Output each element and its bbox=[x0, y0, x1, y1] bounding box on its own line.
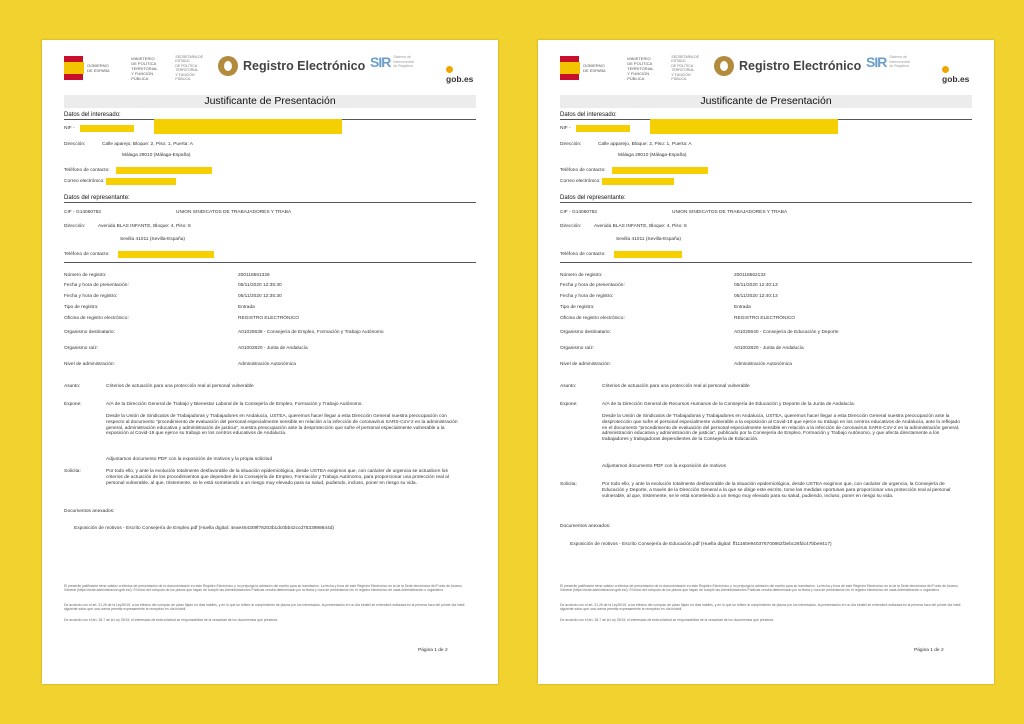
rep-direccion-line2: Sevilla 41011 (Sevilla-España) bbox=[120, 237, 185, 242]
numero-registro-value: 200118562132 bbox=[734, 273, 766, 278]
redaction-telefono bbox=[116, 167, 212, 174]
redaction-rep-telefono bbox=[118, 251, 214, 258]
registro-electronico-logo: Registro Electrónico bbox=[714, 56, 861, 76]
oficina-value: REGISTRO ELECTRÓNICO bbox=[734, 316, 796, 321]
redaction-nif bbox=[80, 125, 134, 132]
solicita-label: Solicita: bbox=[64, 469, 81, 474]
fecha-registro-label: Fecha y hora de registro: bbox=[560, 294, 614, 299]
redaction-correo bbox=[602, 178, 674, 185]
destinatario-value: A01025638 - Consejería de Empleo, Formación y Trabajo Autónomo bbox=[238, 330, 384, 335]
divider bbox=[64, 262, 476, 263]
rep-direccion-label: Dirección: bbox=[560, 224, 582, 229]
rep-direccion-label: Dirección: bbox=[64, 224, 86, 229]
footer-text-2: De acuerdo con el art. 31.2b de la Ley39/15, a los efectos del cómputo de plazo fijado en días hábiles, y en lo que se refiere al cumplimiento de plazos por los interesados, la presentación en un día inhábil se entenderá realizada en la primera hora del primer día hábil siguiente salvo que una norma permita expresamente la recepción en día inhábil. bbox=[560, 603, 961, 612]
solicita-paragraph: Por todo ello, y ante la evolución totalmente desfavorable de la situación epidemiológica, desde USTEA exigimos que, con carácter de urgencia se actualicen los criterios de actuación de los procedimientos que dependen de la Consejería de Empleo, Formación y Trabajo Autónomo, para proporcionar una protección real al personal vulnerable, al que, tristemente, se le está sometiendo a un riesgo muy elevado para su salud, pudiendo, incluso, poner en riesgo su vida. bbox=[106, 469, 449, 486]
oficina-value: REGISTRO ELECTRÓNICO bbox=[238, 316, 300, 321]
section-representante: Datos del representante: bbox=[560, 194, 972, 203]
gob-es-logo: gob.es bbox=[446, 64, 476, 84]
gob-es-logo: gob.es bbox=[942, 64, 972, 84]
destinatario-label: Organismo destinatario: bbox=[560, 330, 611, 335]
rep-telefono-label: Teléfono de contacto: bbox=[560, 252, 606, 257]
direccion-label: Dirección: bbox=[560, 142, 582, 147]
footer-text-1: El presente justificante tiene validez a efectos de presentación de la documentación en este Registro Electrónico y no prejuzga la admisión del escrito para su tramitación. La fecha y hora de este Registro Electrónico es la de la Sede electrónica del Punto de Acceso General (https://sede.administracion.gob.es/). El inicio del cómputo de los plazos que hayan de cumplir las Administraciones Públicas vendrá determinado por la fecha y hora de presentación en el registro electrónico de cada Administración u organismo. bbox=[560, 584, 958, 593]
gob-dot-icon bbox=[446, 66, 453, 73]
section-interesado: Datos del interesado: bbox=[64, 111, 476, 120]
expone-paragraph: Desde la Unión de Sindicatos de Trabajadoras y Trabajadores en Andalucía, USTEA, queremos hacer llegar a esta Dirección General nuestra preocupación con respecto al documento "procedimiento de evaluación del personal especialmente sensible en relación a la infección de coronavirus SARS-CoV-2 en la administración general, administración educativa y administración de justicia", nuestra preocupación ante la desprotección que sufre el personal especialmente vulnerable a la exposición al Covid-19 que ejerce su trabajo en los centros educativos de Andalucía. bbox=[106, 414, 458, 437]
nivel-value: Administración Autonómica bbox=[734, 362, 792, 367]
expone-adjunto: Adjuntamos documento PDF con la exposición de motivos bbox=[602, 464, 726, 469]
section-interesado: Datos del interesado: bbox=[560, 111, 972, 120]
tipo-registro-label: Tipo de registro: bbox=[560, 305, 595, 310]
header-logos bbox=[560, 52, 972, 86]
header-logos bbox=[64, 52, 476, 86]
nivel-value: Administración Autonómica bbox=[238, 362, 296, 367]
expone-label: Expone: bbox=[64, 402, 82, 407]
expone-line: A/A de la Dirección General de Trabajo y Bienestar Laboral de la Consejería de Empleo, Formación y Trabajo Autónomo. bbox=[106, 402, 363, 407]
correo-label: Correo electrónico: bbox=[64, 179, 105, 184]
raiz-label: Organismo raíz: bbox=[560, 346, 595, 351]
telefono-label: Teléfono de contacto: bbox=[560, 168, 606, 173]
asunto-value: Criterios de actuación para una protección real al personal vulnerable bbox=[602, 384, 750, 389]
oficina-label: Oficina de registro electrónico: bbox=[560, 316, 625, 321]
direccion-line2: Málaga 29010 (Málaga-España) bbox=[618, 153, 687, 158]
redaction-name bbox=[650, 119, 838, 134]
numero-registro-label: Número de registro: bbox=[560, 273, 603, 278]
footer-text-3: De acuerdo con el Art. 28.7 de la Ley 39/15, el interesado de esta solicitud se responsabiliza de la veracidad de los documentos que presenta. bbox=[560, 618, 774, 622]
fecha-presentacion-value: 05/11/2020 12:35:30 bbox=[238, 283, 282, 288]
page-number: Página 1 de 2 bbox=[914, 648, 944, 653]
documentos-label: Documentos anexados: bbox=[560, 524, 611, 529]
footer-text-2: De acuerdo con el art. 31.2b de la Ley39/15, a los efectos del cómputo de plazo fijado en días hábiles, y en lo que se refiere al cumplimiento de plazos por los interesados, la presentación en un día inhábil se entenderá realizada en la primera hora del primer día hábil siguiente salvo que una norma permita expresamente la recepción en día inhábil. bbox=[64, 603, 465, 612]
sir-logo: SIR Sistema de Interconexión de Registros bbox=[370, 54, 415, 70]
representante-nombre: UNION SINDICATOS DE TRABAJADORES Y TRABA bbox=[176, 210, 292, 215]
redaction-telefono bbox=[612, 167, 708, 174]
destinatario-label: Organismo destinatario: bbox=[64, 330, 115, 335]
numero-registro-label: Número de registro: bbox=[64, 273, 107, 278]
destinatario-value: A01025640 - Consejería de Educación y Deporte bbox=[734, 330, 839, 335]
redaction-correo bbox=[106, 178, 176, 185]
divider bbox=[560, 262, 972, 263]
nif-label: NIF - bbox=[560, 126, 571, 131]
spain-coat-of-arms-icon bbox=[560, 56, 579, 80]
document-page-right bbox=[538, 40, 994, 684]
documentos-label: Documentos anexados: bbox=[64, 509, 115, 514]
document-page-left bbox=[42, 40, 498, 684]
direccion-line2: Málaga 29010 (Málaga-España) bbox=[122, 153, 191, 158]
registro-electronico-logo: Registro Electrónico bbox=[218, 56, 365, 76]
tipo-registro-label: Tipo de registro: bbox=[64, 305, 99, 310]
cif-value: CIF - G14060782 bbox=[560, 210, 598, 215]
telefono-label: Teléfono de contacto: bbox=[64, 168, 110, 173]
gobierno-logo: GOBIERNO DE ESPAÑA MINISTERIO DE POLÍTICA TERRITORIAL Y FUNCIÓN PÚBLICA SECRETARÍA DE ESTADO DE POLÍTICA TERRITORIAL Y FUNCIÓN PÚBLICA bbox=[560, 52, 700, 84]
fecha-presentacion-label: Fecha y hora de presentación: bbox=[560, 283, 625, 288]
representante-nombre: UNION SINDICATOS DE TRABAJADORES Y TRABA bbox=[672, 210, 788, 215]
gobierno-logo: GOBIERNO DE ESPAÑA MINISTERIO DE POLÍTICA TERRITORIAL Y FUNCIÓN PÚBLICA SECRETARÍA DE ESTADO DE POLÍTICA TERRITORIAL Y FUNCIÓN PÚBLICA bbox=[64, 52, 204, 84]
rep-direccion-line1: Avenida BLAS INFANTE, Bloque: 4, Piso: 8 bbox=[98, 224, 191, 229]
tipo-registro-value: Entrada bbox=[734, 305, 751, 310]
direccion-line1: Calle apparejo, Bloque: 2, Piso: 1, Puerta: A bbox=[598, 142, 692, 147]
raiz-value: A01002820 - Junta de Andalucía bbox=[734, 346, 804, 351]
tipo-registro-value: Entrada bbox=[238, 305, 255, 310]
registro-icon bbox=[714, 56, 734, 76]
redaction-rep-telefono bbox=[614, 251, 682, 258]
registro-icon bbox=[218, 56, 238, 76]
footer-text-1: El presente justificante tiene validez a efectos de presentación de la documentación en este Registro Electrónico y no prejuzga la admisión del escrito para su tramitación. La fecha y hora de este Registro Electrónico es la de la Sede electrónica del Punto de Acceso General (https://sede.administracion.gob.es/). El inicio del cómputo de los plazos que hayan de cumplir las Administraciones Públicas vendrá determinado por la fecha y hora de presentación en el registro electrónico de cada Administración u organismo. bbox=[64, 584, 462, 593]
expone-paragraph: Desde la Unión de Sindicatos de Trabajadoras y Trabajadores en Andalucía, USTEA, queremos hacer llegar a esta Dirección General nuestra preocupación ante la desprotección que sufre el personal especialmente vulnerable a la exposición al Covid-19 que ejerce su trabajo en los centros educativos de Andalucía, ante lo reflejado en el documento "procedimiento de evaluación del personal especialmente sensible en relación a la infección de coronavirus SARS-CoV-2 en la administración general, administración educativa y administración de justicia", publicado por la Consejería de Empleo, Formación y Trabajo Autónomo, y que afecta directamente a los trabajadores y trabajadoras dependientes de la Consejería de Educación. bbox=[602, 414, 960, 443]
rep-direccion-line2: Sevilla 41011 (Sevilla-España) bbox=[616, 237, 681, 242]
correo-label: Correo electrónico: bbox=[560, 179, 601, 184]
fecha-presentacion-label: Fecha y hora de presentación: bbox=[64, 283, 129, 288]
section-representante: Datos del representante: bbox=[64, 194, 476, 203]
cif-value: CIF - G14060782 bbox=[64, 210, 102, 215]
footer-text-3: De acuerdo con el Art. 28.7 de la Ley 39/15, el interesado de esta solicitud se responsabiliza de la veracidad de los documentos que presenta. bbox=[64, 618, 278, 622]
spain-coat-of-arms-icon bbox=[64, 56, 83, 80]
expone-line: A/A de la Dirección General de Recursos Humanos de la Consejería de Educación y Deporte de la Junta de Andalucía. bbox=[602, 402, 856, 407]
raiz-label: Organismo raíz: bbox=[64, 346, 99, 351]
redaction-name bbox=[154, 119, 342, 134]
direccion-line1: Calle aparejo, Bloque: 2, Piso: 1, Puerta: A bbox=[102, 142, 193, 147]
fecha-registro-value: 05/11/2020 12:40:13 bbox=[734, 294, 778, 299]
gob-dot-icon bbox=[942, 66, 949, 73]
expone-adjunto: Adjuntamos documento PDF con la exposición de motivos y la propia solicitud bbox=[106, 457, 273, 462]
nivel-label: Nivel de administración: bbox=[560, 362, 611, 367]
numero-registro-value: 200118561326 bbox=[238, 273, 270, 278]
expone-label: Expone: bbox=[560, 402, 578, 407]
documento-anexado: Exposición de motivos - Escrito Consejería de Educación.pdf (Huella digital: ff11160e940376700862f3ebc26fdc47bbe9417) bbox=[570, 542, 832, 547]
asunto-label: Asunto: bbox=[560, 384, 577, 389]
page-number: Página 1 de 2 bbox=[418, 648, 448, 653]
fecha-presentacion-value: 05/11/2020 12:40:13 bbox=[734, 283, 778, 288]
raiz-value: A01002820 - Junta de Andalucía bbox=[238, 346, 308, 351]
oficina-label: Oficina de registro electrónico: bbox=[64, 316, 129, 321]
rep-telefono-label: Teléfono de contacto: bbox=[64, 252, 110, 257]
solicita-paragraph: Por todo ello, y ante la evolución totalmente desfavorable de la situación epidemiológica, desde USTEA exigimos que, con carácter de urgencia, la Consejería de Educación y Deporte, a través de la Dirección General a la que se dirige este escrito, tome las medidas oportunas para proporcionar una protección real al personal vulnerable, al que, tristemente, se le está sometiendo a un riesgo muy elevado para su salud, pudiendo, incluso, poner en riesgo su vida. bbox=[602, 482, 951, 499]
direccion-label: Dirección: bbox=[64, 142, 86, 147]
nivel-label: Nivel de administración: bbox=[64, 362, 115, 367]
fecha-registro-value: 05/11/2020 12:35:30 bbox=[238, 294, 282, 299]
page-title: Justificante de Presentación bbox=[64, 95, 476, 108]
solicita-label: Solicita: bbox=[560, 482, 577, 487]
documento-anexado: Exposición de motivos - Escrito Consejería de Empleo.pdf (Huella digital: 4eae464309f78203b1dc0bb42ccd7533998644d) bbox=[74, 526, 335, 531]
page-title: Justificante de Presentación bbox=[560, 95, 972, 108]
sir-logo: SIR Sistema de Interconexión de Registros bbox=[866, 54, 911, 70]
asunto-value: Criterios de actuación para una protección real al personal vulnerable bbox=[106, 384, 254, 389]
asunto-label: Asunto: bbox=[64, 384, 81, 389]
rep-direccion-line1: Avenida BLAS INFANTE, Bloque: 4, Piso: 8 bbox=[594, 224, 687, 229]
redaction-nif bbox=[576, 125, 630, 132]
fecha-registro-label: Fecha y hora de registro: bbox=[64, 294, 118, 299]
nif-label: NIF - bbox=[64, 126, 75, 131]
